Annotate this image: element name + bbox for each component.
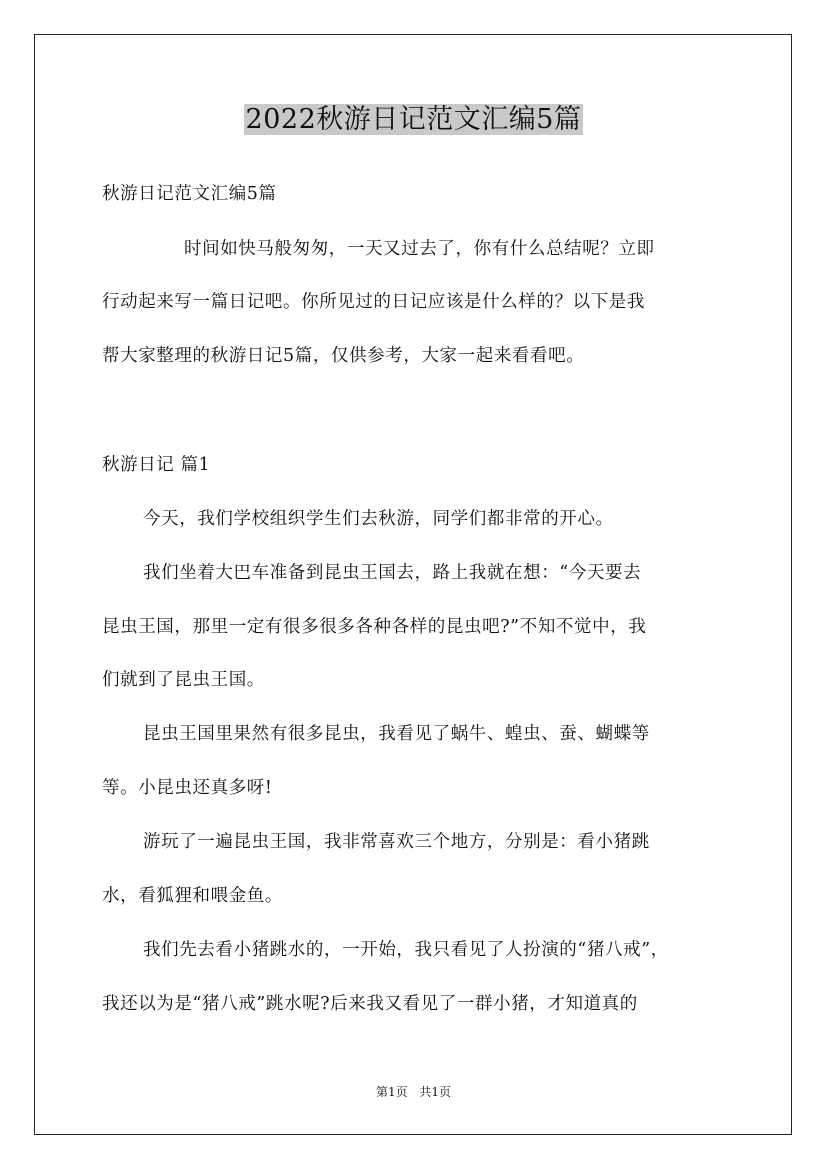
paragraph-line: 水，看狐狸和喂金鱼。 (102, 886, 283, 906)
paragraph-line: 等。小昆虫还真多呀! (102, 778, 273, 798)
page-footer (0, 1082, 827, 1102)
paragraph-line: 们就到了昆虫王国。 (102, 670, 265, 690)
paragraph-line: 游玩了一遍昆虫王国，我非常喜欢三个地方，分别是：看小猪跳 (143, 832, 650, 852)
page-number: 第1页 (375, 1085, 408, 1099)
intro-line-1: 时间如快马般匆匆，一天又过去了，你有什么总结呢？立即 (184, 239, 655, 259)
document-title-text: 2022秋游日记范文汇编5篇 (245, 104, 582, 135)
paragraph-line: 昆虫王国，那里一定有很多很多各种各样的昆虫吧?”不知不觉中，我 (102, 617, 647, 637)
subtitle: 秋游日记范文汇编5篇 (102, 184, 277, 204)
paragraph-line: 我还以为是“猪八戒”跳水呢?后来我又看见了一群小猪，才知道真的 (102, 994, 638, 1014)
paragraph-line: 我们先去看小猪跳水的，一开始，我只看见了人扮演的“猪八戒”， (143, 940, 669, 960)
page-total: 共1页 (419, 1085, 452, 1099)
paragraph-line: 我们坐着大巴车准备到昆虫王国去，路上我就在想：“今天要去 (143, 563, 642, 583)
paragraph-line: 昆虫王国里果然有很多昆虫，我看见了蜗牛、蝗虫、蚕、蝴蝶等 (143, 724, 650, 744)
document-title (0, 98, 827, 142)
intro-line-3: 帮大家整理的秋游日记5篇，仅供参考，大家一起来看看吧。 (102, 346, 585, 366)
paragraph-line: 今天，我们学校组织学生们去秋游，同学们都非常的开心。 (143, 509, 614, 529)
section-heading: 秋游日记 篇1 (102, 455, 211, 475)
intro-line-2: 行动起来写一篇日记吧。你所见过的日记应该是什么样的？以下是我 (102, 292, 645, 312)
